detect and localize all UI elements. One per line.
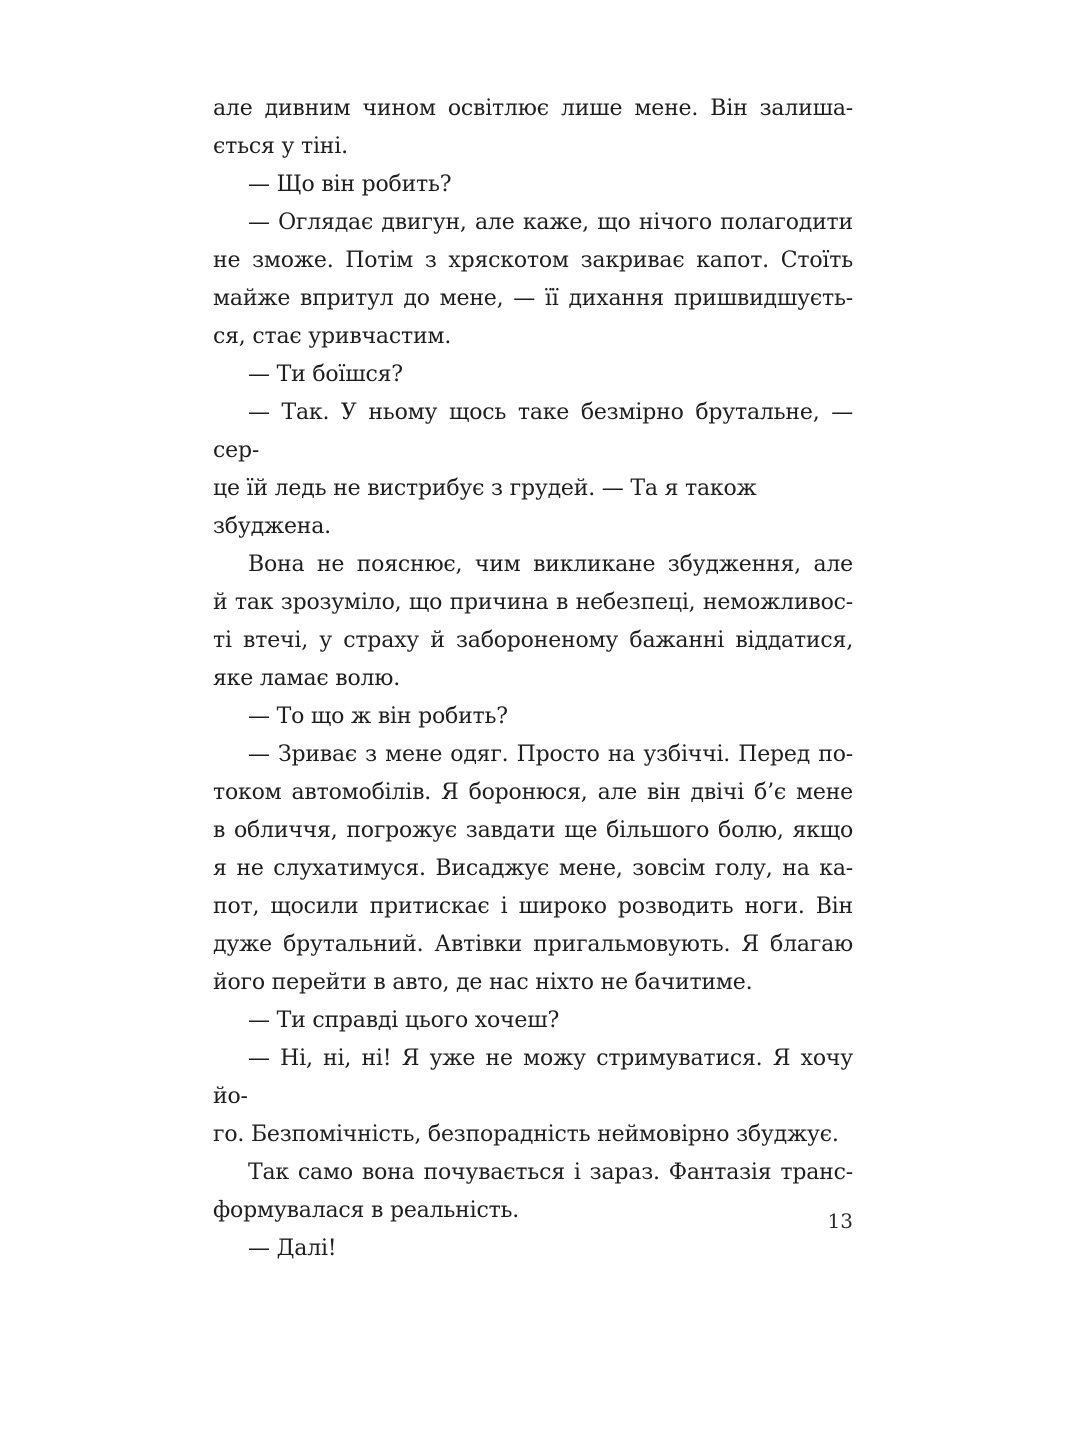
page-number: 13 — [827, 1209, 853, 1233]
text-line: Так само вона почувається і зараз. Фантазія транс- — [248, 1160, 853, 1185]
text-line: — Далі! — [248, 1236, 337, 1261]
text-line: формувалася в реальність. — [213, 1198, 520, 1223]
text-line: ся, стає уривчастим. — [213, 324, 452, 349]
text-line: го. Безпомічність, безпорадність неймовірно збуджує. — [213, 1122, 839, 1147]
text-line: — Ти справді цього хочеш? — [248, 1008, 560, 1033]
text-line: Вона не пояснює, чим викликане збудження, але — [248, 552, 853, 577]
text-line: це їй ледь не вистрибує з грудей. — Та я також збуджена. — [213, 476, 757, 539]
text-line: — Зриває з мене одяг. Просто на узбіччі. Перед по- — [248, 742, 853, 767]
text-line: — Ти боїшся? — [248, 362, 403, 387]
text-line: не зможе. Потім з хряскотом закриває капот. Стоїть — [213, 248, 853, 273]
text-line: ється у тіні. — [213, 134, 348, 159]
text-line: в обличчя, погрожує завдати ще більшого болю, якщо — [213, 818, 853, 843]
text-line: я не слухатимуся. Висаджує мене, зовсім голу, на ка- — [213, 856, 853, 881]
text-line: — Так. У ньому щось таке безмірно брутальне, — сер- — [213, 400, 853, 463]
text-line: пот, щосили притискає і широко розводить ноги. Він — [213, 894, 853, 919]
text-line: ті втечі, у страху й забороненому бажанні віддатися, — [213, 628, 853, 653]
text-line: майже впритул до мене, — її дихання пришвидшуєть- — [213, 286, 853, 311]
text-line: током автомобілів. Я боронюся, але він двічі б’є мене — [213, 780, 853, 805]
text-line: й так зрозуміло, що причина в небезпеці, неможливос- — [213, 590, 853, 615]
text-line: — Що він робить? — [248, 172, 452, 197]
text-line: яке ламає волю. — [213, 666, 401, 691]
text-line: — То що ж він робить? — [248, 704, 508, 729]
text-line: його перейти в авто, де нас ніхто не бачитиме. — [213, 970, 753, 995]
text-line: — Оглядає двигун, але каже, що нічого полагодити — [248, 210, 853, 235]
text-line: дуже брутальний. Автівки пригальмовують. Я благаю — [213, 932, 853, 957]
text-line: але дивним чином освітлює лише мене. Він залиша- — [213, 96, 853, 121]
text-line: — Ні, ні, ні! Я уже не можу стримуватися. Я хочу йо- — [213, 1046, 853, 1109]
body-text — [213, 90, 853, 1268]
